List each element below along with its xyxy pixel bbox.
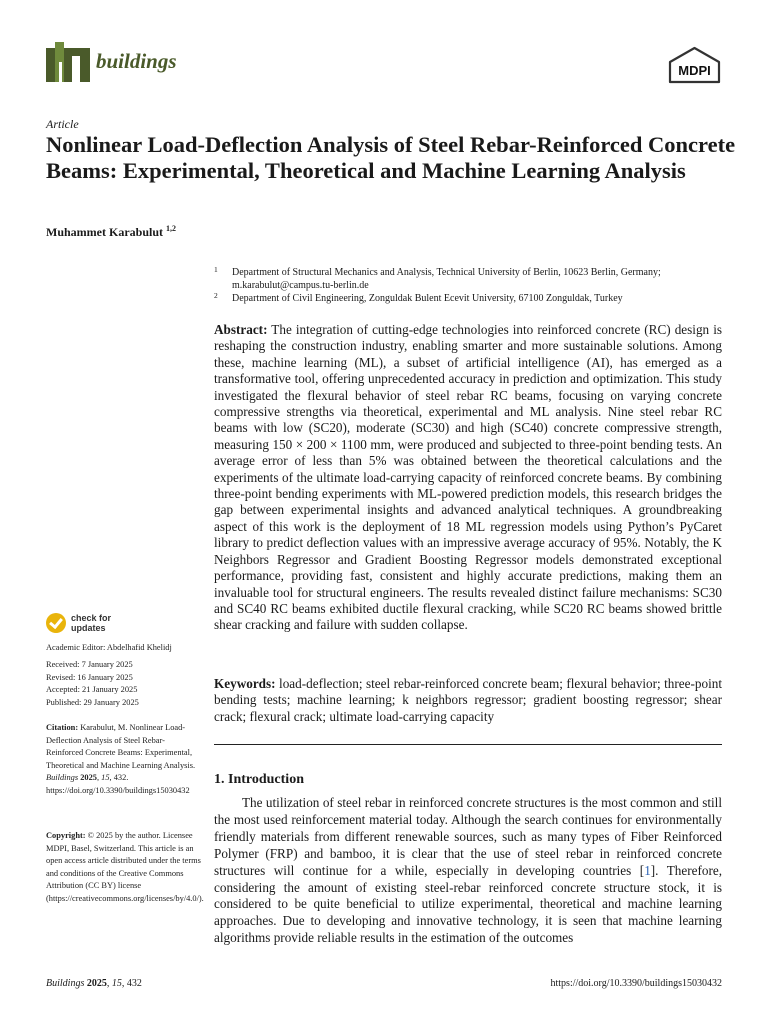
footer-doi-link[interactable]: https://doi.org/10.3390/buildings15030432 <box>550 978 722 989</box>
citation-doi-link[interactable]: , 432. https://doi.org/10.3390/buildings15030432 <box>46 773 190 795</box>
citation-link[interactable]: 1 <box>644 862 651 878</box>
affiliation-number: 1 <box>214 265 218 274</box>
footer-citation: Buildings 2025, 15, 432 <box>46 978 142 989</box>
buildings-logo-icon <box>46 42 90 82</box>
keywords-text: load-deflection; steel rebar-reinforced concrete beam; flexural behavior; three-point bending tests; machine learning; k neighbors regressor; gradient boosting regressor; shear crack; flexural crack; ultimate load-carrying capacity <box>214 676 722 724</box>
keywords <box>214 676 722 725</box>
section-heading-introduction: 1. Introduction <box>214 772 304 787</box>
paper-title: Nonlinear Load-Deflection Analysis of Steel Rebar-Reinforced Concrete Beams: Experimental, Theoretical and Machine Learning Analysis <box>46 132 736 183</box>
svg-text:MDPI: MDPI <box>678 63 711 78</box>
check-for-updates-label: check for updates <box>71 613 112 633</box>
check-icon <box>46 613 66 633</box>
journal-name: buildings <box>96 49 177 73</box>
revised-date: Revised: 16 January 2025 <box>46 672 133 682</box>
published-date: Published: 29 January 2025 <box>46 697 139 707</box>
mdpi-logo[interactable] <box>667 46 722 84</box>
copyright-label: Copyright: <box>46 831 86 840</box>
keywords-label: Keywords: <box>214 676 276 691</box>
affiliation-2 <box>214 292 734 305</box>
abstract <box>214 322 722 634</box>
affiliation-text: Department of Structural Mechanics and Analysis, Technical University of Berlin, 10623 Berlin, Germany; m.karabulut@campus.tu-berlin.de <box>232 267 661 291</box>
affiliation-1 <box>214 266 734 292</box>
received-date: Received: 7 January 2025 <box>46 660 133 669</box>
author-affiliation-sup: 1,2 <box>166 224 176 233</box>
author-name: Muhammet Karabulut $^{1,2}$ <box>46 224 176 239</box>
abstract-text: The integration of cutting-edge technologies into reinforced concrete (RC) design is reshaping the construction industry, enabling smarter and more sustainable solutions. Among these, machine learning (ML), a subset of artificial intelligence (AI), has emerged as a transformative tool, offering unprecedented accuracy in prediction and optimization. This study investigated the flexural behavior of steel rebar RC beams, focusing on varying concrete compressive strengths via theoretical, experimental and ML analysis. Nine steel rebar RC beams with low (SC20), moderate (SC30) and high (SC40) concrete compressive strength, measuring 150 × 200 × 1100 mm, were produced and subjected to three-point bending tests. An average error of less than 5% was obtained between the theoretical calculations and the experiments of the ultimate load-carrying capacity of reinforced concrete beams. By combining three-point bending experiments with ML-powered prediction models, this research bridges the gap between experimental insights and advanced analytical techniques. A groundbreaking aspect of this work is the deployment of 18 ML regression models using Python’s PyCaret library to predict deflection values with an impressive average accuracy of 95%. Notably, the K Neighbors Regressor and Gradient Boosting Regressor models demonstrated exceptional performance, providing fast, consistent and highly accurate predictions, making them an invaluable tool for structural engineers. The results revealed distinct failure mechanisms: SC30 and SC40 RC beams exhibited ductile flexural cracking, while SC20 RC beams showed brittle shear cracking and failure with sudden collapse. <box>214 322 722 633</box>
publication-dates <box>46 659 202 709</box>
affiliation-number: 2 <box>214 291 218 300</box>
copyright-text: © 2025 by the author. Licensee MDPI, Basel, Switzerland. This article is an open access article distributed under the terms and conditions of the Creative Commons Attribution (CC BY) license (https://creativecommons.org/licenses/by/4.0/). <box>46 831 204 903</box>
academic-editor: Academic Editor: Abdelhafid Khelidj <box>46 643 172 652</box>
article-type: Article <box>46 117 79 131</box>
affiliation-text: Department of Civil Engineering, Zonguldak Bulent Ecevit University, 67100 Zonguldak, Turkey <box>232 293 623 304</box>
section-divider <box>214 744 722 745</box>
citation-block: Citation: Karabulut, M. Nonlinear Load-Deflection Analysis of Steel Rebar-Reinforced Concrete Beams: Experimental, Theoretical and Machine Learning Analysis. Buildings 2025, 15, 432. https://doi.org/10.3390/buildings15030432 <box>46 723 196 795</box>
accepted-date: Accepted: 21 January 2025 <box>46 685 138 694</box>
copyright-block <box>46 830 202 905</box>
check-for-updates-button[interactable] <box>46 613 136 635</box>
introduction-paragraph: The utilization of steel rebar in reinforced concrete structures is the most common and still the most used reinforcement material today. Although the search continues for environmentally friendly materials from different renewable sources, such as many types of Fiber Reinforced Polymer (FRP) and bamboo, it is clear that the use of steel rebar in reinforced concrete structures will continue for a while, especially in developing countries [1]. Therefore, considering the amount of existing steel-rebar reinforced concrete structure stock, it is considered to be quite beneficial to utilize experimental, theoretical and machine learning approaches. Due to developing and innovative technology, it is seen that machine learning algorithms provide reliable results in the estimation of the outcomes <box>214 795 722 946</box>
abstract-label: Abstract: <box>214 322 268 337</box>
citation-label: Citation: <box>46 723 79 732</box>
